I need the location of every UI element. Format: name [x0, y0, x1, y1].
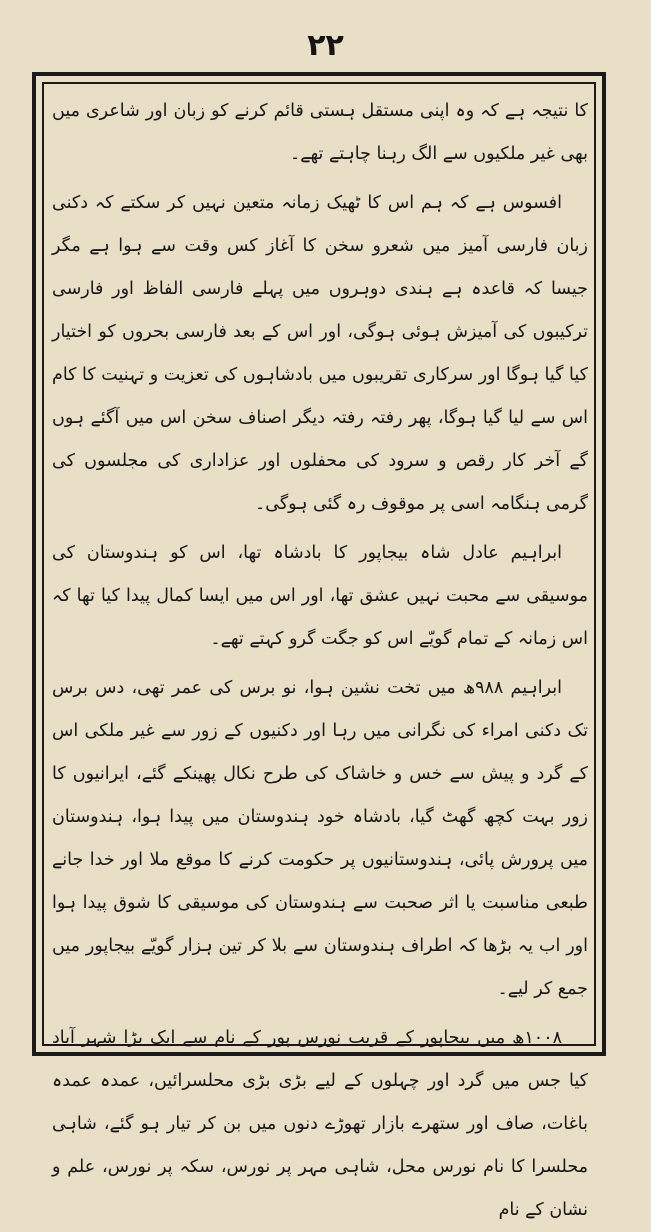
- text-body: [51, 90, 588, 1220]
- page-number: ٢٢: [307, 28, 344, 63]
- paragraph: ابراہیم عادل شاہ بیجاپور کا بادشاہ تھا، اس کو ہندوستان کی موسیقی سے محبت نہیں عشق تھا، اور اس میں ایسا کمال پیدا کیا تھا کہ اس زمانہ کے تمام گویّے اس کو جگت گرو کہتے تھے۔: [52, 543, 588, 649]
- paragraph: ۱۰۰۸ھ میں بیجاپور کے قریب نورس پور کے نام سے ایک بڑا شہر آباد کیا جس میں گرد اور چہلوں کے لیے بڑی بڑی محلسرائیں، عمدہ عمدہ باغات، صاف اور ستھرے بازار تھوڑے دنوں میں بن کر تیار ہو گئے، شاہی محلسرا کا نام نورس محل، شاہی مہر پر نورس، سکہ پر نورس، علم و نشان کے نام: [52, 1028, 588, 1220]
- paragraph: ابراہیم ۹۸۸ھ میں تخت نشین ہوا، نو برس کی عمر تھی، دس برس تک دکنی امراء کی نگرانی میں رہا اور دکنیوں کے زور سے غیر ملکی اس کے گرد و پیش سے خس و خاشاک کی طرح نکال پھینکے گئے، ایرانیوں کا زور بہت کچھ گھٹ گیا، بادشاہ خود ہندوستان میں پیدا ہوا، ہندوستان میں پرورش پائی، ہندوستانیوں پر حکومت کرنے کا موقع ملا اور خدا جانے طبعی مناسبت یا اثر صحبت سے ہندوستان کی موسیقی کا شوق پیدا ہوا اور اب یہ بڑھا کہ اطراف ہندوستان سے بلا کر تین ہزار گویّے بیجاپور میں جمع کر لیے۔: [52, 678, 588, 999]
- paragraph: افسوس ہے کہ ہم اس کا ٹھیک زمانہ متعین نہیں کر سکتے کہ دکنی زبان فارسی آمیز میں شعرو سخن کا آغاز کس وقت سے ہوا ہے مگر جیسا کہ قاعدہ ہے ہندی دوہروں میں پہلے فارسی الفاظ اور فارسی ترکیبوں کی آمیزش ہوئی ہوگی، اور اس کے بعد فارسی بحروں کو اختیار کیا گیا ہوگا اور سرکاری تقریبوں میں بادشاہوں کی تعزیت و تہنیت کا کام اس سے لیا گیا ہوگا، پھر رفتہ رفتہ دیگر اصناف سخن اس میں آگئے ہوں گے آخر کار رقص و سرود کی محفلوں اور عزاداری کی مجلسوں کی گرمی ہنگامہ اسی پر موقوف رہ گئی ہوگی۔: [51, 193, 588, 514]
- paragraph: کا نتیجہ ہے کہ وہ اپنی مستقل ہستی قائم کرنے کو زبان اور شاعری میں بھی غیر ملکیوں سے الگ رہنا چاہتے تھے۔: [52, 101, 588, 164]
